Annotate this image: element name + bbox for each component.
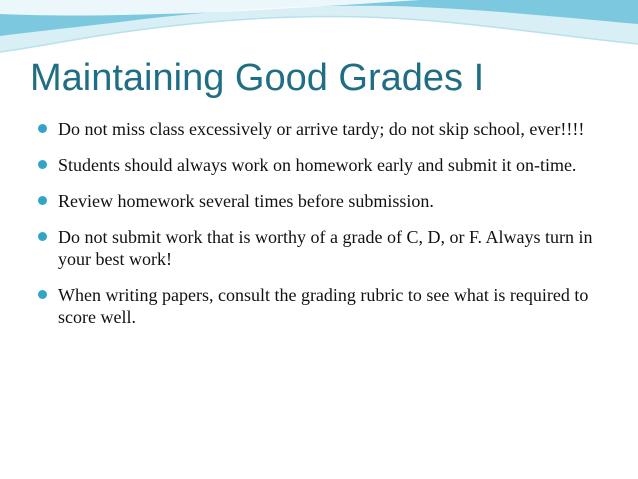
- bullet-item: [36, 154, 616, 176]
- bullet-list: [36, 118, 616, 342]
- bullet-item: [36, 284, 616, 328]
- bullet-dot-icon: [38, 290, 47, 299]
- bullet-dot-icon: [38, 232, 47, 241]
- bullet-dot-icon: [38, 160, 47, 169]
- bullet-text: Students should always work on homework early and submit it on-time.: [58, 155, 577, 175]
- bullet-text: When writing papers, consult the grading rubric to see what is required to score well.: [58, 285, 589, 327]
- bullet-item: [36, 118, 616, 140]
- bullet-text: Review homework several times before submission.: [58, 191, 434, 211]
- bullet-dot-icon: [38, 124, 47, 133]
- bullet-item: [36, 226, 616, 270]
- bullet-text: Do not miss class excessively or arrive tardy; do not skip school, ever!!!!: [58, 119, 585, 139]
- bullet-item: [36, 190, 616, 212]
- bullet-dot-icon: [38, 196, 47, 205]
- bullet-text: Do not submit work that is worthy of a grade of C, D, or F. Always turn in your best work!: [58, 227, 593, 269]
- slide-title: Maintaining Good Grades I: [30, 57, 485, 99]
